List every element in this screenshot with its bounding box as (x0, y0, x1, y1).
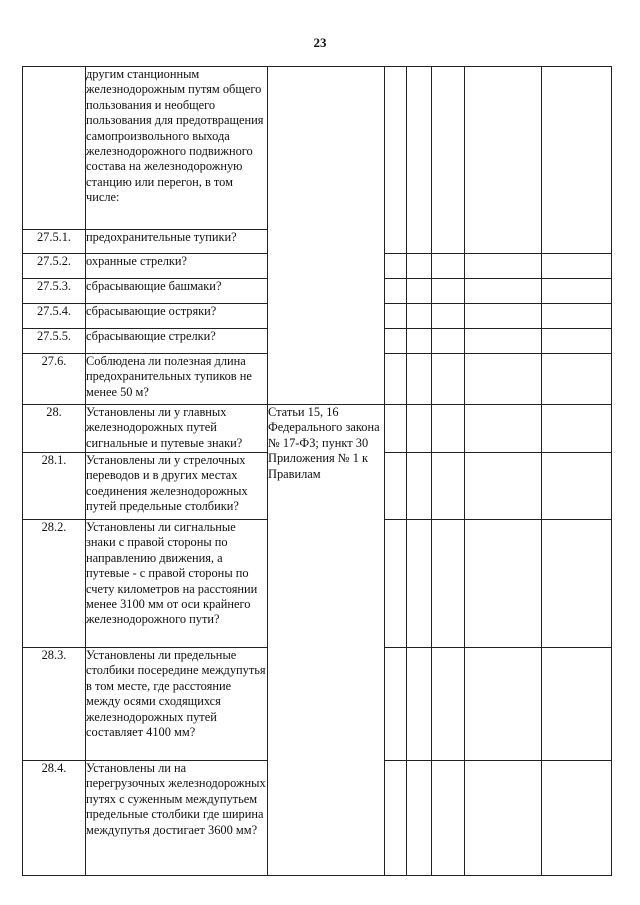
answer-cell (465, 520, 542, 648)
answer-cell (465, 354, 542, 405)
question-text: сбрасывающие башмаки? (86, 279, 268, 304)
item-number: 28.4. (23, 761, 86, 876)
answer-cell (432, 453, 465, 520)
item-number: 27.5.2. (23, 254, 86, 279)
item-number: 27.5.5. (23, 329, 86, 354)
answer-cell (407, 453, 432, 520)
answer-cell (542, 520, 612, 648)
answer-cell (407, 354, 432, 405)
question-text: охранные стрелки? (86, 254, 268, 279)
answer-cell (432, 405, 465, 453)
reference-cell-empty (268, 67, 385, 405)
question-text: Установлены ли у главных железнодорожных путей сигнальные и путевые знаки? (86, 405, 268, 453)
answer-cell (542, 354, 612, 405)
answer-cell (542, 453, 612, 520)
answer-cell (385, 279, 407, 304)
answer-cell (542, 329, 612, 354)
answer-cell (542, 405, 612, 453)
answer-cell (542, 648, 612, 761)
item-number: 28.3. (23, 648, 86, 761)
answer-cell (432, 279, 465, 304)
answer-cell (385, 67, 407, 254)
question-text: другим станционным железнодорожным путям общего пользования и необщего пользования для предотвращения самопроизвольного выхода железнодорожного подвижного состава на железнодорожную станцию или перегон, в том числе: (86, 67, 268, 230)
answer-cell (407, 520, 432, 648)
item-number: 28.1. (23, 453, 86, 520)
answer-cell (465, 761, 542, 876)
answer-cell (542, 254, 612, 279)
answer-cell (432, 761, 465, 876)
answer-cell (465, 304, 542, 329)
answer-cell (465, 279, 542, 304)
answer-cell (542, 279, 612, 304)
question-text: сбрасывающие стрелки? (86, 329, 268, 354)
item-number: 28. (23, 405, 86, 453)
answer-cell (465, 648, 542, 761)
legal-reference: Статьи 15, 16 Федерального закона № 17-ФЗ; пункт 30 Приложения № 1 к Правилам (268, 405, 385, 876)
question-text: Установлены ли предельные столбики посередине междупутья в том месте, где расстояние между осями сходящихся железнодорожных путей составляет 4100 мм? (86, 648, 268, 761)
checklist-table (22, 66, 612, 876)
answer-cell (465, 67, 542, 254)
item-number: 27.6. (23, 354, 86, 405)
question-text: Установлены ли у стрелочных переводов и в других местах соединения железнодорожных путей предельные столбики? (86, 453, 268, 520)
page-number: 23 (313, 35, 327, 50)
answer-cell (432, 67, 465, 254)
item-number: 27.5.4. (23, 304, 86, 329)
answer-cell (407, 304, 432, 329)
item-number: 28.2. (23, 520, 86, 648)
table-row (23, 67, 612, 230)
answer-cell (542, 761, 612, 876)
answer-cell (465, 254, 542, 279)
item-number (23, 67, 86, 230)
table-row (23, 405, 612, 453)
answer-cell (542, 67, 612, 254)
answer-cell (542, 304, 612, 329)
answer-cell (465, 453, 542, 520)
answer-cell (432, 520, 465, 648)
item-number: 27.5.3. (23, 279, 86, 304)
question-text: Установлены ли сигнальные знаки с правой стороны по направлению движения, а путевые - с правой стороны по счету километров на расстоянии менее 3100 мм от оси крайнего железнодорожного пути? (86, 520, 268, 648)
answer-cell (385, 453, 407, 520)
answer-cell (407, 67, 432, 254)
answer-cell (432, 329, 465, 354)
question-text: сбрасывающие остряки? (86, 304, 268, 329)
question-text: Соблюдена ли полезная длина предохранительных тупиков не менее 50 м? (86, 354, 268, 405)
answer-cell (385, 254, 407, 279)
answer-cell (432, 354, 465, 405)
answer-cell (385, 354, 407, 405)
answer-cell (385, 304, 407, 329)
answer-cell (432, 254, 465, 279)
answer-cell (385, 405, 407, 453)
answer-cell (407, 329, 432, 354)
answer-cell (407, 254, 432, 279)
answer-cell (432, 648, 465, 761)
answer-cell (385, 648, 407, 761)
answer-cell (407, 405, 432, 453)
answer-cell (385, 761, 407, 876)
answer-cell (407, 279, 432, 304)
answer-cell (407, 648, 432, 761)
answer-cell (465, 405, 542, 453)
item-number: 27.5.1. (23, 230, 86, 254)
answer-cell (432, 304, 465, 329)
answer-cell (465, 329, 542, 354)
question-text: Установлены ли на перегрузочных железнодорожных путях с суженным междупутьем предельные столбики где ширина междупутья достигает 3600 мм? (86, 761, 268, 876)
answer-cell (407, 761, 432, 876)
answer-cell (385, 520, 407, 648)
answer-cell (385, 329, 407, 354)
question-text: предохранительные тупики? (86, 230, 268, 254)
